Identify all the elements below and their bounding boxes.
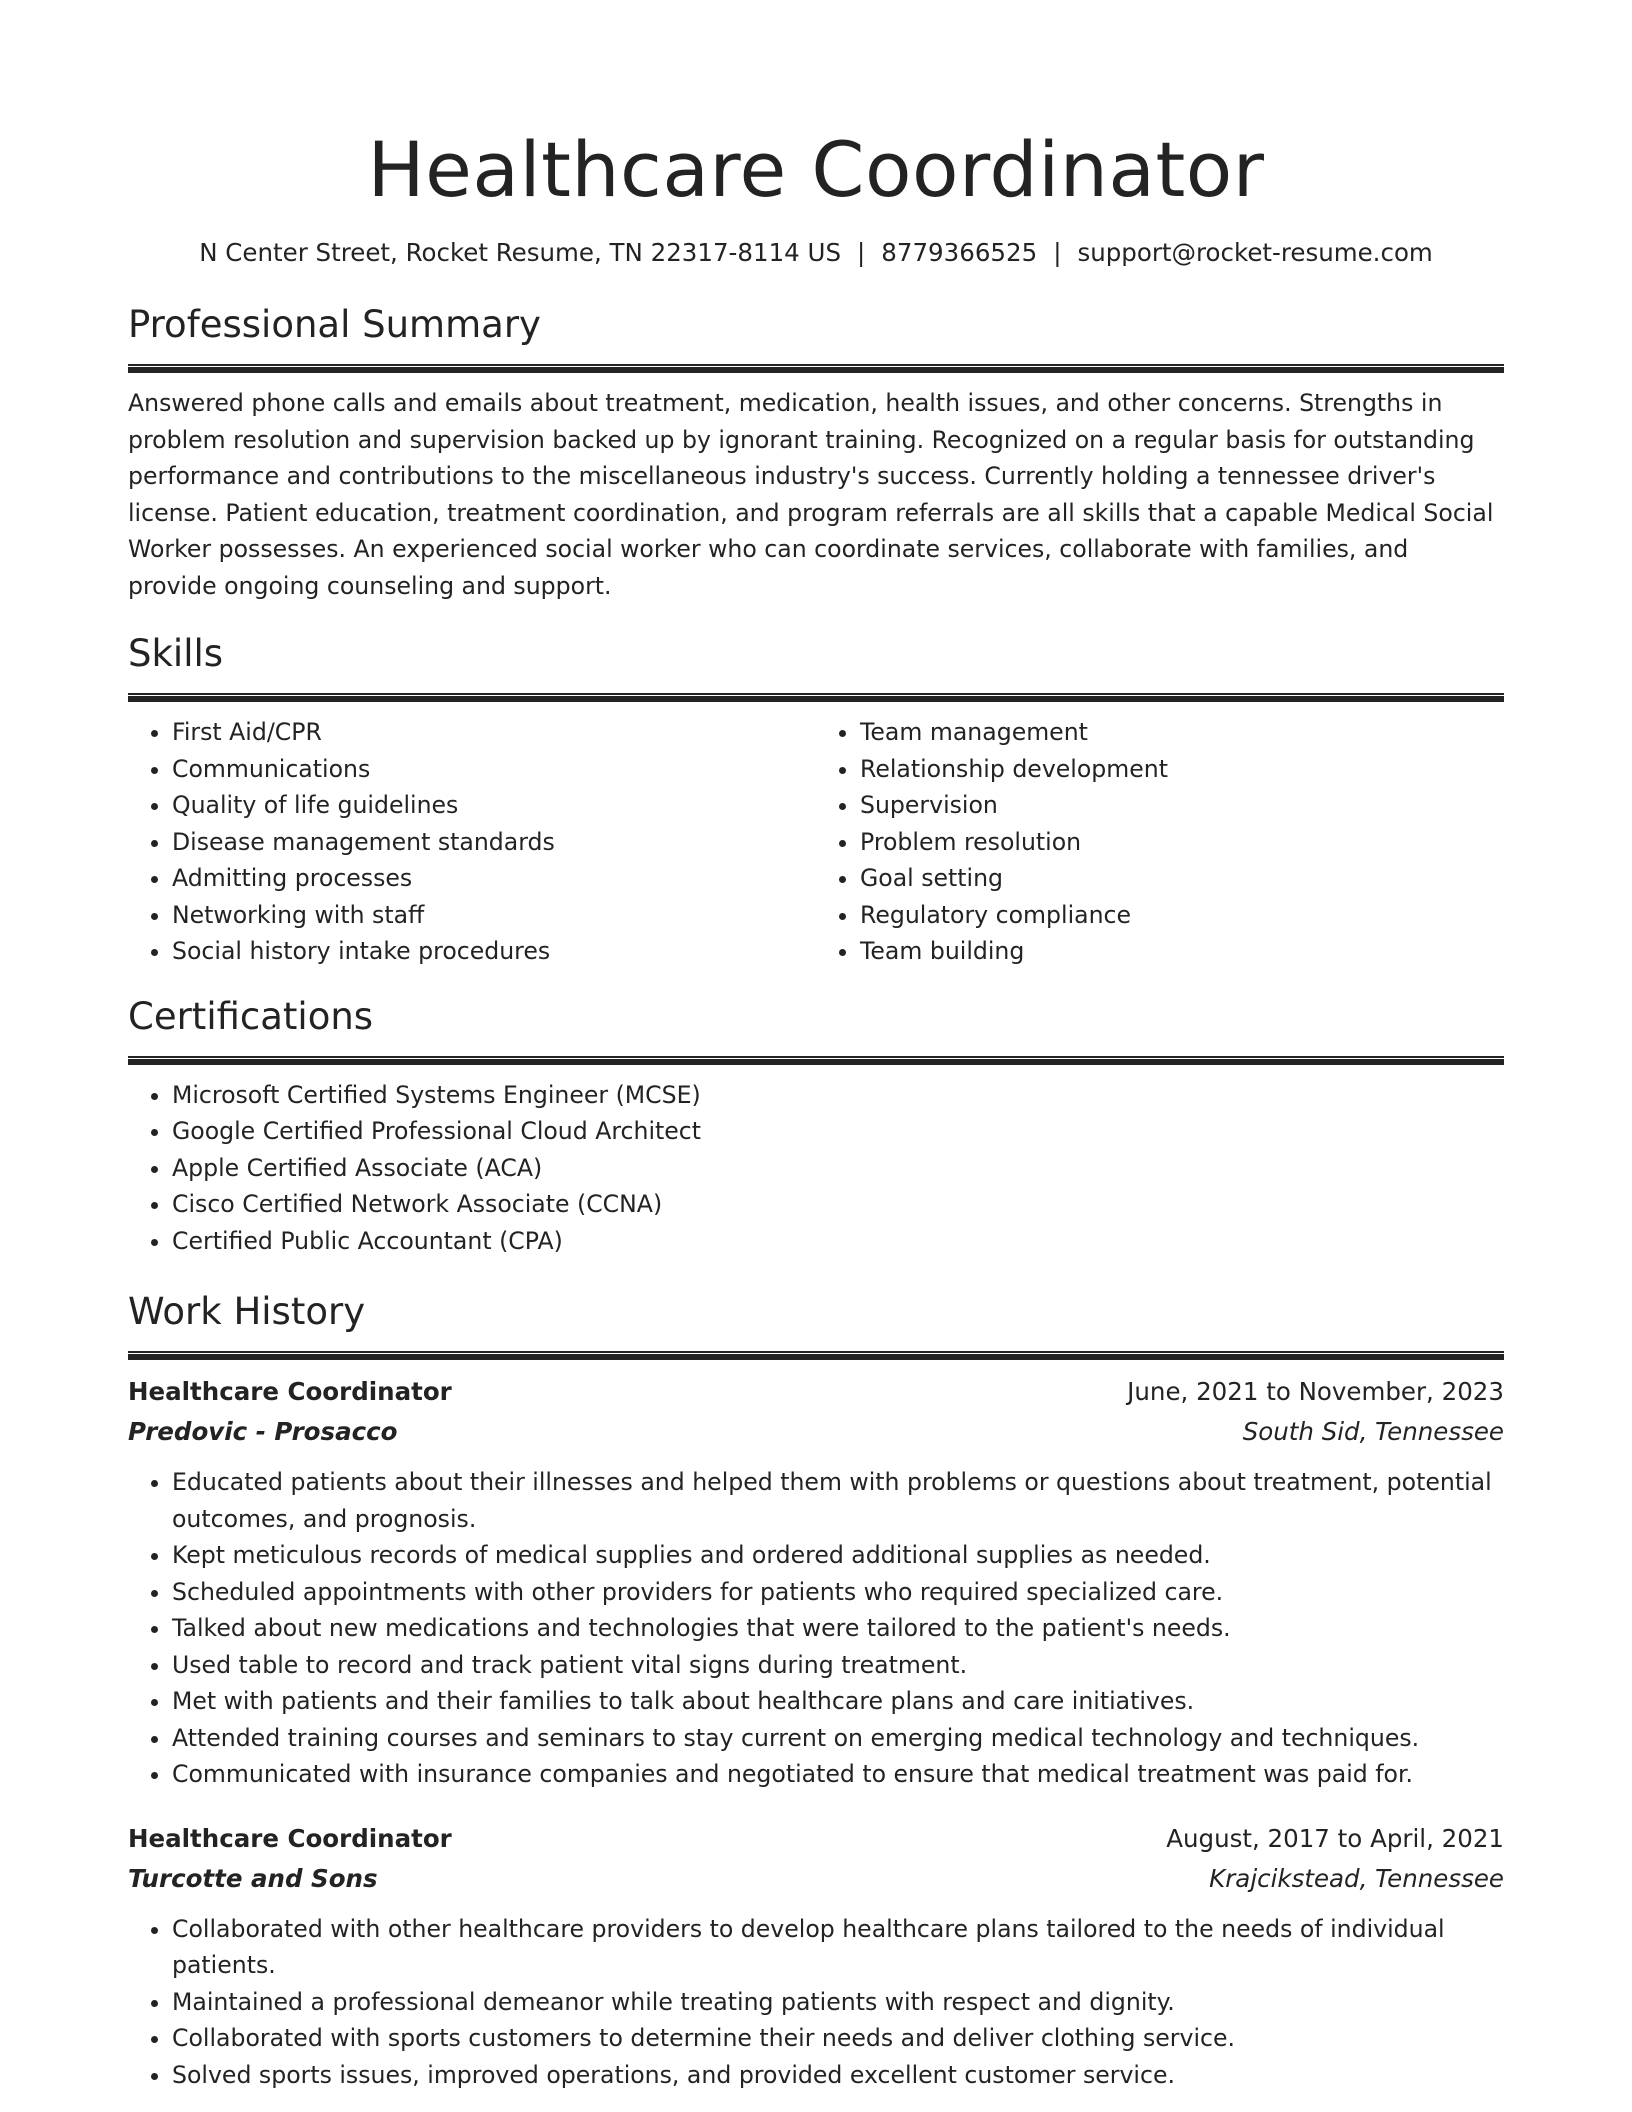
job-bullet: • Educated patients about their illnesses and helped them with problems or questions about treatment, potential outcomes, and prognosis. <box>172 1464 1504 1537</box>
job-bullet: • Attended training courses and seminars to stay current on emerging medical technology and techniques. <box>172 1720 1504 1757</box>
job-bullet: • Talked about new medications and technologies that were tailored to the patient's needs. <box>172 1610 1504 1647</box>
job-bullet: • Used table to record and track patient vital signs during treatment. <box>172 1647 1504 1684</box>
job-company: Turcotte and Sons <box>128 1863 378 1893</box>
skill-item: • Networking with staff <box>172 897 816 934</box>
job-dates: August, 2017 to April, 2021 <box>1166 1823 1504 1853</box>
job-bullet: • Communicated with insurance companies and negotiated to ensure that medical treatment was paid for. <box>172 1756 1504 1793</box>
section-divider <box>128 693 1504 702</box>
certification-item: • Microsoft Certified Systems Engineer (MCSE) <box>172 1077 1504 1114</box>
skills-list-right <box>816 714 1504 970</box>
job-bullet: • Solved sports issues, improved operations, and provided excellent customer service. <box>172 2057 1504 2094</box>
job-dates: June, 2021 to November, 2023 <box>1127 1377 1504 1406</box>
skills-section <box>128 629 1504 970</box>
job-location: Krajcikstead, Tennessee <box>1209 1863 1504 1893</box>
job-header <box>128 1819 1504 1859</box>
skill-item: • Disease management standards <box>172 824 816 861</box>
certification-item: • Google Certified Professional Cloud Architect <box>172 1113 1504 1150</box>
job-company: Predovic - Prosacco <box>128 1417 398 1446</box>
skill-item: • First Aid/CPR <box>172 714 816 751</box>
skill-item: • Goal setting <box>860 860 1504 897</box>
skill-item: • Regulatory compliance <box>860 897 1504 934</box>
job-header <box>128 1372 1504 1412</box>
job-subheader <box>128 1859 1504 1899</box>
skills-list-left <box>128 714 816 970</box>
job-bullet-list <box>128 1464 1504 1793</box>
contact-phone: 8779366525 <box>881 238 1038 267</box>
certification-item: • Certified Public Accountant (CPA) <box>172 1223 1504 1260</box>
contact-separator: | <box>1053 238 1062 267</box>
summary-paragraph: Answered phone calls and emails about treatment, medication, health issues, and other concerns. Strengths in problem resolution and supervision backed up by ignorant training. Recognized on a regular basis for outstanding performance and contributions to the miscellaneous industry's success. Currently holding a tennessee driver's license. Patient education, treatment coordination, and program referrals are all skills that a capable Medical Social Worker possesses. An experienced social worker who can coordinate services, collaborate with families, and provide ongoing counseling and support. <box>128 389 1494 600</box>
section-divider <box>128 364 1504 373</box>
job-bullet: • Collaborated with other healthcare providers to develop healthcare plans tailored to the needs of individual patients. <box>172 1911 1504 1984</box>
skills-grid <box>128 714 1504 970</box>
job-bullet: • Met with patients and their families to talk about healthcare plans and care initiatives. <box>172 1683 1504 1720</box>
certification-item: • Cisco Certified Network Associate (CCNA) <box>172 1186 1504 1223</box>
skill-item: • Communications <box>172 751 816 788</box>
skill-item: • Team building <box>860 933 1504 970</box>
contact-address: N Center Street, Rocket Resume, TN 22317-8114 US <box>199 238 842 267</box>
contact-line <box>128 236 1504 270</box>
skill-item: • Admitting processes <box>172 860 816 897</box>
work-history-section <box>128 1287 1504 2093</box>
job-bullet-list <box>128 1911 1504 2094</box>
skill-item: • Quality of life guidelines <box>172 787 816 824</box>
job-location: South Sid, Tennessee <box>1242 1417 1504 1446</box>
skills-column-left <box>128 714 816 970</box>
contact-email: support@rocket-resume.com <box>1077 238 1433 267</box>
section-title-certifications: Certifications <box>128 994 374 1038</box>
job-title: Healthcare Coordinator <box>128 1377 452 1406</box>
job-bullet: • Maintained a professional demeanor while treating patients with respect and dignity. <box>172 1984 1504 2021</box>
summary-section <box>128 300 1504 604</box>
certification-item: • Apple Certified Associate (ACA) <box>172 1150 1504 1187</box>
certifications-section <box>128 992 1504 1260</box>
skill-item: • Supervision <box>860 787 1504 824</box>
job-entry <box>128 1819 1504 2094</box>
section-title-skills: Skills <box>128 632 224 675</box>
skill-item: • Team management <box>860 714 1504 751</box>
contact-separator: | <box>857 238 866 267</box>
section-title-work-history: Work History <box>128 1290 366 1333</box>
job-bullet: • Collaborated with sports customers to determine their needs and deliver clothing service. <box>172 2020 1504 2057</box>
section-divider <box>128 1351 1504 1360</box>
certifications-list <box>128 1077 1504 1260</box>
job-bullet: • Scheduled appointments with other providers for patients who required specialized care. <box>172 1574 1504 1611</box>
resume-name: Healthcare Coordinator <box>367 125 1265 214</box>
skill-item: • Problem resolution <box>860 824 1504 861</box>
skills-column-right <box>816 714 1504 970</box>
section-title-summary: Professional Summary <box>128 303 541 346</box>
skill-item: • Social history intake procedures <box>172 933 816 970</box>
job-title: Healthcare Coordinator <box>128 1823 452 1853</box>
skill-item: • Relationship development <box>860 751 1504 788</box>
job-entry <box>128 1372 1504 1793</box>
job-subheader <box>128 1412 1504 1452</box>
job-bullet: • Kept meticulous records of medical supplies and ordered additional supplies as needed. <box>172 1537 1504 1574</box>
section-divider <box>128 1056 1504 1065</box>
